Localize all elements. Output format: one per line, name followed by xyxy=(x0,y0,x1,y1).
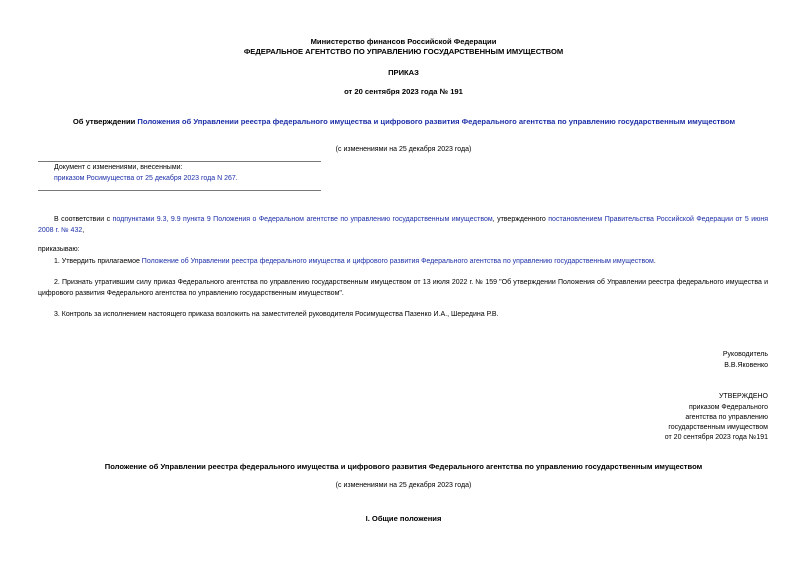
section-1-heading: I. Общие положения xyxy=(365,514,442,523)
annex-title: Положение об Управлении реестра федерального имущества и цифрового развития Федерального агентства по управлению государственным имуществом xyxy=(104,462,703,471)
document-type: ПРИКАЗ xyxy=(388,68,419,77)
document-date-number: от 20 сентября 2023 года № 191 xyxy=(344,87,463,96)
order-word: приказываю: xyxy=(38,246,80,253)
preamble-paragraph xyxy=(38,214,768,236)
preamble-text-1: В соответствии с xyxy=(54,216,113,223)
item-2: 2. Признать утратившим силу приказ Федерального агентства по управлению государственным имуществом от 13 июля 2022 г. № 159 "Об утверждении Положения об Управлении реестра федерального имущества и цифрового развития Федерального агентства по управлению государственным имуществом". xyxy=(38,279,768,297)
item-1-end: . xyxy=(653,258,656,265)
approved-line-4: государственным имуществом xyxy=(668,424,768,431)
title-link[interactable]: Положения об Управлении реестра федерального имущества и цифрового развития Федерального агентства по управлению государственным имуществом xyxy=(137,117,736,126)
changes-box-bottom-rule xyxy=(38,190,321,191)
changes-box-link[interactable]: приказом Росимущества от 25 декабря 2023 года N 267. xyxy=(54,175,238,182)
item-1-link[interactable]: Положение об Управлении реестра федерального имущества и цифрового развития Федерального агентства по управлению государственным имуществом xyxy=(141,258,654,265)
approved-label: УТВЕРЖДЕНО xyxy=(718,393,768,400)
revision-note: (с изменениями на 25 декабря 2023 года) xyxy=(335,146,472,153)
approved-line-3: агентства по управлению xyxy=(685,414,768,421)
item-1 xyxy=(38,256,768,267)
approved-line-2: приказом Федерального xyxy=(688,404,768,411)
changes-box-top-rule xyxy=(38,161,321,162)
agency-name: ФЕДЕРАЛЬНОЕ АГЕНТСТВО ПО УПРАВЛЕНИЮ ГОСУДАРСТВЕННЫМ ИМУЩЕСТВОМ xyxy=(243,47,564,56)
ministry-name: Министерство финансов Российской Федерации xyxy=(310,37,497,46)
approved-line-5: от 20 сентября 2023 года №191 xyxy=(664,434,768,441)
preamble-link-resolution[interactable]: постановлением Правительства Российской Федерации от 5 июня 2008 г. № 432 xyxy=(38,216,769,234)
preamble-link-regulation[interactable]: подпунктами 9.3, 9.9 пункта 9 Положения о Федеральном агентстве по управлению государственным имуществом xyxy=(112,216,493,223)
preamble-text-2: , утвержденного xyxy=(492,216,549,223)
document-title xyxy=(44,116,764,127)
title-prefix: Об утверждении xyxy=(72,117,138,126)
changes-box-text: Документ с изменениями, внесенными: xyxy=(54,164,183,171)
item-1-text: 1. Утвердить прилагаемое xyxy=(54,258,142,265)
signature-name: В.В.Яковенко xyxy=(724,362,768,369)
item-3: 3. Контроль за исполнением настоящего приказа возложить на заместителей руководителя Росимущества Пазенко И.А., Шередина Р.В. xyxy=(54,311,499,318)
annex-revision-note: (с изменениями на 25 декабря 2023 года) xyxy=(335,482,472,489)
signature-position: Руководитель xyxy=(722,351,768,358)
preamble-text-3: , xyxy=(82,227,85,234)
